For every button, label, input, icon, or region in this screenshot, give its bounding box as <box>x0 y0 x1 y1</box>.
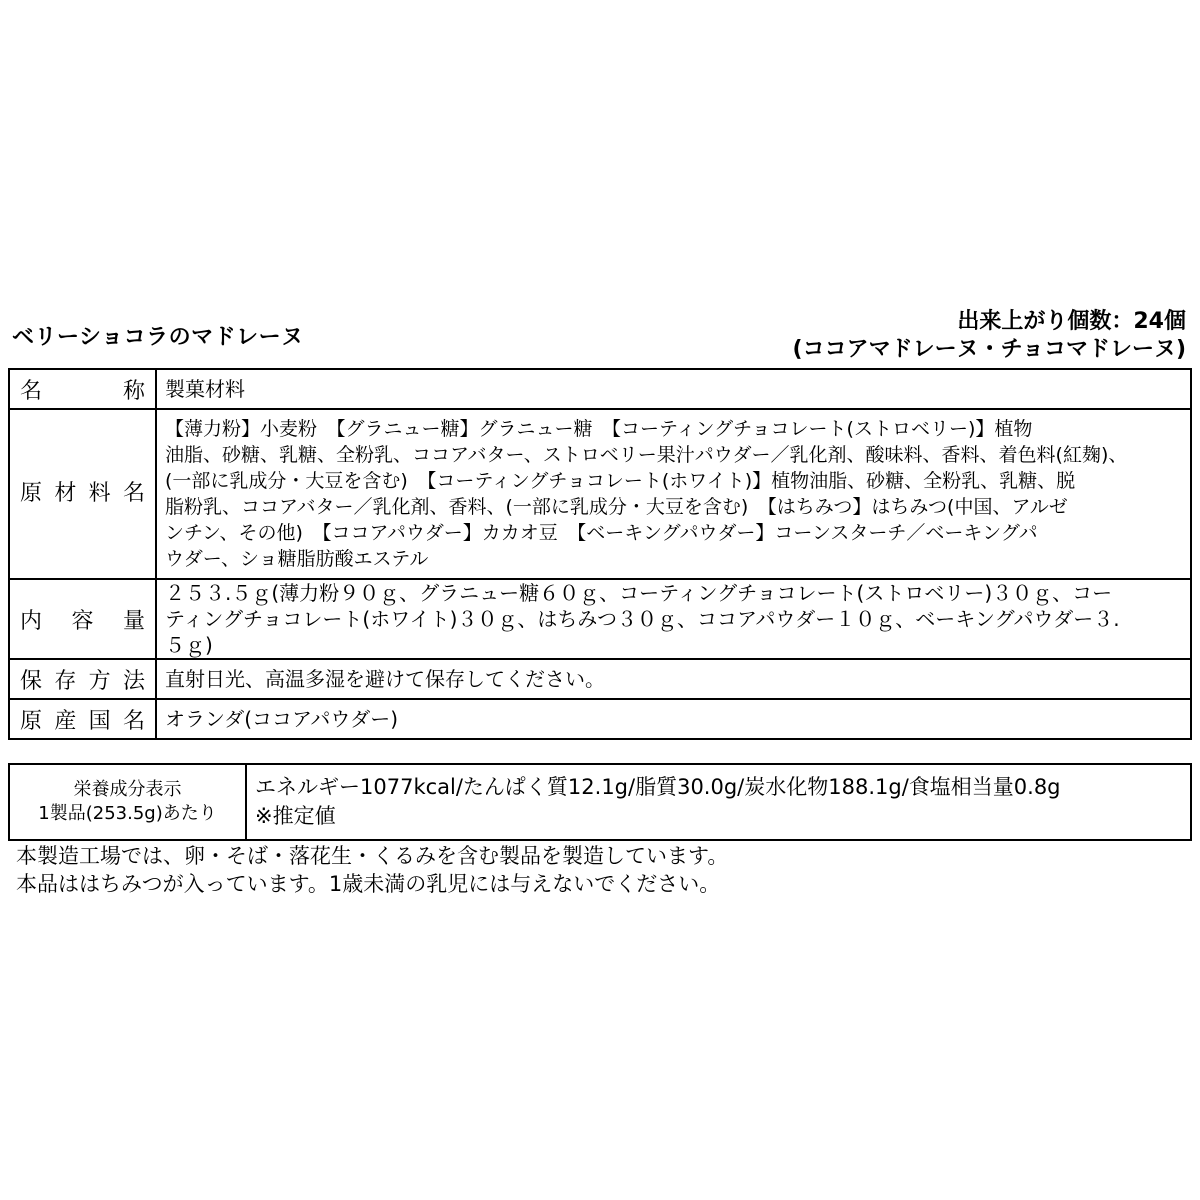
ingredients-line: ンチン、その他) 【ココアパウダー】カカオ豆 【ベーキングパウダー】コーンスターチ／ベーキングパ <box>165 522 1038 544</box>
value-name: 製菓材料 <box>156 369 1191 409</box>
yield-varieties: (ココアマドレーヌ・チョコマドレーヌ) <box>792 337 1186 362</box>
yield-count: 出来上がり個数：24個 <box>957 309 1186 334</box>
label-char: 内 <box>20 608 43 634</box>
label-char: 容 <box>71 608 94 634</box>
nutrition-title: 栄養成分表示 <box>73 779 182 800</box>
label-char: 名 <box>122 708 145 734</box>
label-char: 国 <box>88 708 111 734</box>
label-char: 材 <box>54 481 77 507</box>
product-title: ベリーショコラのマドレーヌ <box>12 325 304 350</box>
nutrition-estimate-note: ※推定値 <box>255 804 336 828</box>
ingredients-line: (一部に乳成分・大豆を含む) 【コーティングチョコレート(ホワイト)】植物油脂、砂糖、全粉乳、乳糖、脱 <box>165 470 1076 492</box>
nutrition-serving: 1製品(253.5g)あたり <box>38 803 217 824</box>
yield-info <box>793 308 1186 364</box>
label-storage <box>9 659 156 699</box>
allergen-notes <box>16 842 728 898</box>
label-name <box>9 369 156 409</box>
label-char: 存 <box>54 668 77 694</box>
contents-line: ２５３.５ｇ(薄力粉９０ｇ、グラニュー糖６０ｇ、コーティングチョコレート(ストロベリー)３０ｇ、コー <box>165 581 1113 605</box>
ingredients-line: ウダー、ショ糖脂肪酸エステル <box>165 548 429 570</box>
label-char: 原 <box>20 708 43 734</box>
label-char: 量 <box>122 608 145 634</box>
nutrition-label <box>9 764 246 840</box>
honey-warning-note: 本品ははちみつが入っています。1歳未満の乳児には与えないでください。 <box>16 872 721 896</box>
label-origin <box>9 699 156 739</box>
label-char: 原 <box>20 481 43 507</box>
nutrition-table <box>8 763 1192 841</box>
ingredients-line: 脂粉乳、ココアバター／乳化剤、香料、(一部に乳成分・大豆を含む) 【はちみつ】はちみつ(中国、アルゼ <box>165 496 1068 518</box>
nutrition-values <box>246 764 1191 840</box>
label-char: 方 <box>88 668 111 694</box>
value-ingredients <box>156 409 1191 579</box>
label-char: 産 <box>54 708 77 734</box>
ingredients-line: 油脂、砂糖、乳糖、全粉乳、ココアバター、ストロベリー果汁パウダー／乳化剤、酸味料、香料、着色料(紅麹)、 <box>165 444 1128 466</box>
label-contents <box>9 579 156 659</box>
value-contents <box>156 579 1191 659</box>
nutrition-row <box>9 764 1191 840</box>
label-ingredients <box>9 409 156 579</box>
product-info-table <box>8 368 1192 740</box>
label-char: 法 <box>122 668 145 694</box>
label-char: 称 <box>122 378 145 404</box>
value-storage: 直射日光、高温多湿を避けて保存してください。 <box>156 659 1191 699</box>
label-header <box>12 308 1188 368</box>
row-contents <box>9 579 1191 659</box>
row-name <box>9 369 1191 409</box>
row-storage <box>9 659 1191 699</box>
label-char: 名 <box>20 378 43 404</box>
nutrition-facts: エネルギー1077kcal/たんぱく質12.1g/脂質30.0g/炭水化物188.1g/食塩相当量0.8g <box>255 775 1061 799</box>
row-origin <box>9 699 1191 739</box>
row-ingredients <box>9 409 1191 579</box>
label-char: 保 <box>20 668 43 694</box>
value-origin: オランダ(ココアパウダー) <box>156 699 1191 739</box>
label-char: 名 <box>122 481 145 507</box>
label-char: 料 <box>88 481 111 507</box>
contents-line: ティングチョコレート(ホワイト)３０ｇ、はちみつ３０ｇ、ココアパウダー１０ｇ、ベーキングパウダー３. <box>165 607 1120 631</box>
factory-allergen-note: 本製造工場では、卵・そば・落花生・くるみを含む製品を製造しています。 <box>16 844 729 868</box>
contents-line: ５ｇ) <box>165 633 213 657</box>
ingredients-line: 【薄力粉】小麦粉 【グラニュー糖】グラニュー糖 【コーティングチョコレート(ストロベリー)】植物 <box>165 418 1033 440</box>
